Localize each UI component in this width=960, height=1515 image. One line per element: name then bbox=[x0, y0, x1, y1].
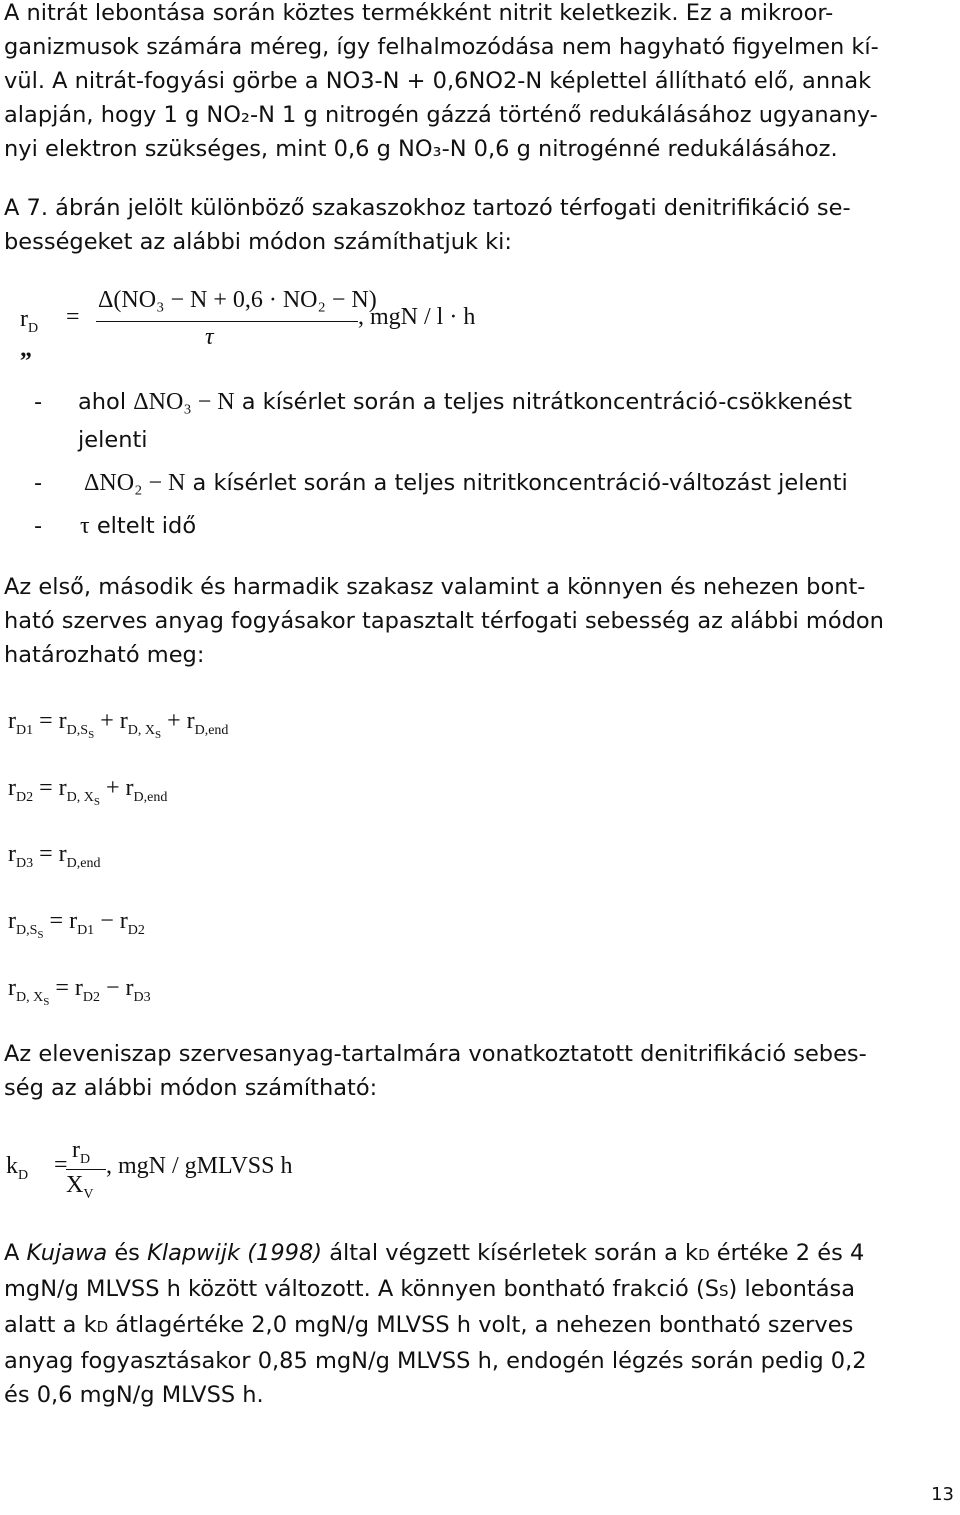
eq-rd-equals: = bbox=[66, 304, 80, 330]
fraction-bar bbox=[96, 321, 358, 322]
text-line: nyi elektron szükséges, mint 0,6 g NO₃-N 0,6 g nitrogénné redukálásához. bbox=[4, 136, 838, 162]
fraction-bar bbox=[66, 1169, 106, 1170]
bullet-item: τ eltelt idő bbox=[80, 513, 197, 539]
text-line: határozható meg: bbox=[4, 642, 205, 668]
paragraph-phases bbox=[4, 570, 956, 672]
symbol-dno2: ΔNO₂ − N bbox=[84, 470, 186, 496]
text-line: és 0,6 mgN/g MLVSS h. bbox=[4, 1382, 264, 1408]
bullet-dash: - bbox=[34, 470, 43, 496]
text-line: ség az alábbi módon számítható: bbox=[4, 1075, 378, 1101]
paragraph-kujawa bbox=[4, 1236, 956, 1412]
eq-rd-lhs: $r_D$ bbox=[20, 306, 39, 336]
text-line: A nitrát lebontása során köztes termékként nitrit keletkezik. Ez a mikroor- bbox=[4, 0, 834, 26]
eq-kd-numerator: $r_D$ bbox=[72, 1137, 91, 1167]
equation-rd3: $r_{D3} = r_{D,end}$ bbox=[8, 841, 101, 871]
text-line: vül. A nitrát-fogyási görbe a NO3-N + 0,6NO2-N képlettel állítható elő, annak bbox=[4, 68, 872, 94]
bullet-continuation: jelenti bbox=[78, 427, 148, 453]
text-line: ganizmusok számára méreg, így felhalmozódása nem hagyható figyelmen kí- bbox=[4, 34, 879, 60]
eq-rd-numerator: Δ(NO₃ − N + 0,6 · NO₂ − N) bbox=[98, 287, 377, 313]
eq-kd-lhs: $k_D$ bbox=[6, 1153, 29, 1183]
text-line: ható szerves anyag fogyásakor tapasztalt térfogati sebesség az alábbi módon bbox=[4, 608, 884, 634]
symbol-tau: τ bbox=[80, 513, 90, 539]
text-line: Az első, második és harmadik szakasz valamint a könnyen és nehezen bont- bbox=[4, 574, 866, 600]
text-line: alatt a kD átlagértéke 2,0 mgN/g MLVSS h volt, a nehezen bontható szerves bbox=[4, 1312, 854, 1338]
text-line: Az eleveniszap szervesanyag-tartalmára vonatkoztatott denitrifikáció sebes- bbox=[4, 1041, 867, 1067]
bullet-dash: - bbox=[34, 389, 43, 415]
eq-rd-denominator: τ bbox=[205, 324, 214, 350]
text-line: A 7. ábrán jelölt különböző szakaszokhoz tartozó térfogati denitrifikáció se- bbox=[4, 195, 851, 221]
paragraph-nitrite bbox=[4, 0, 956, 166]
equation-rd1: $r_{D1} = r_{D,S_S} + r_{D, X_S} + r_{D,end}$ bbox=[8, 708, 229, 741]
symbol-dno3: ΔNO₃ − N bbox=[133, 389, 235, 415]
text-line: anyag fogyasztásakor 0,85 mgN/g MLVSS h, endogén légzés során pedig 0,2 bbox=[4, 1348, 867, 1374]
page-number: 13 bbox=[931, 1484, 954, 1505]
eq-kd-unit: , mgN / gMLVSS h bbox=[106, 1153, 293, 1179]
text-line: mgN/g MLVSS h között változott. A könnyen bontható frakció (SS) lebontása bbox=[4, 1276, 855, 1302]
text-line: alapján, hogy 1 g NO₂-N 1 g nitrogén gázzá történő redukálásához ugyanany- bbox=[4, 102, 878, 128]
equation-rd2: $r_{D2} = r_{D, X_S} + r_{D,end}$ bbox=[8, 775, 168, 808]
text-line: A Kujawa és Klapwijk (1998) által végzett kísérletek során a kD értéke 2 és 4 bbox=[4, 1240, 865, 1266]
eq-kd-denominator: $X_V$ bbox=[66, 1172, 94, 1202]
bullet-dash: - bbox=[34, 513, 43, 539]
text-line: bességeket az alábbi módon számíthatjuk ki: bbox=[4, 229, 513, 255]
paragraph-rate-intro bbox=[4, 191, 956, 259]
paragraph-sludge-rate bbox=[4, 1037, 956, 1105]
eq-kd-equals: = bbox=[54, 1152, 68, 1178]
eq-rd-quote: „ bbox=[20, 336, 32, 362]
eq-rd-unit: , mgN / l · h bbox=[358, 304, 476, 330]
bullet-item: ΔNO₂ − N a kísérlet során a teljes nitritkoncentráció-változást jelenti bbox=[84, 470, 848, 496]
bullet-item: ahol ΔNO₃ − N a kísérlet során a teljes nitrátkoncentráció-csökkenést bbox=[78, 389, 852, 415]
equation-rdxs: $r_{D, X_S} = r_{D2} - r_{D3}$ bbox=[8, 975, 151, 1008]
equation-rdss: $r_{D,S_S} = r_{D1} - r_{D2}$ bbox=[8, 908, 145, 941]
